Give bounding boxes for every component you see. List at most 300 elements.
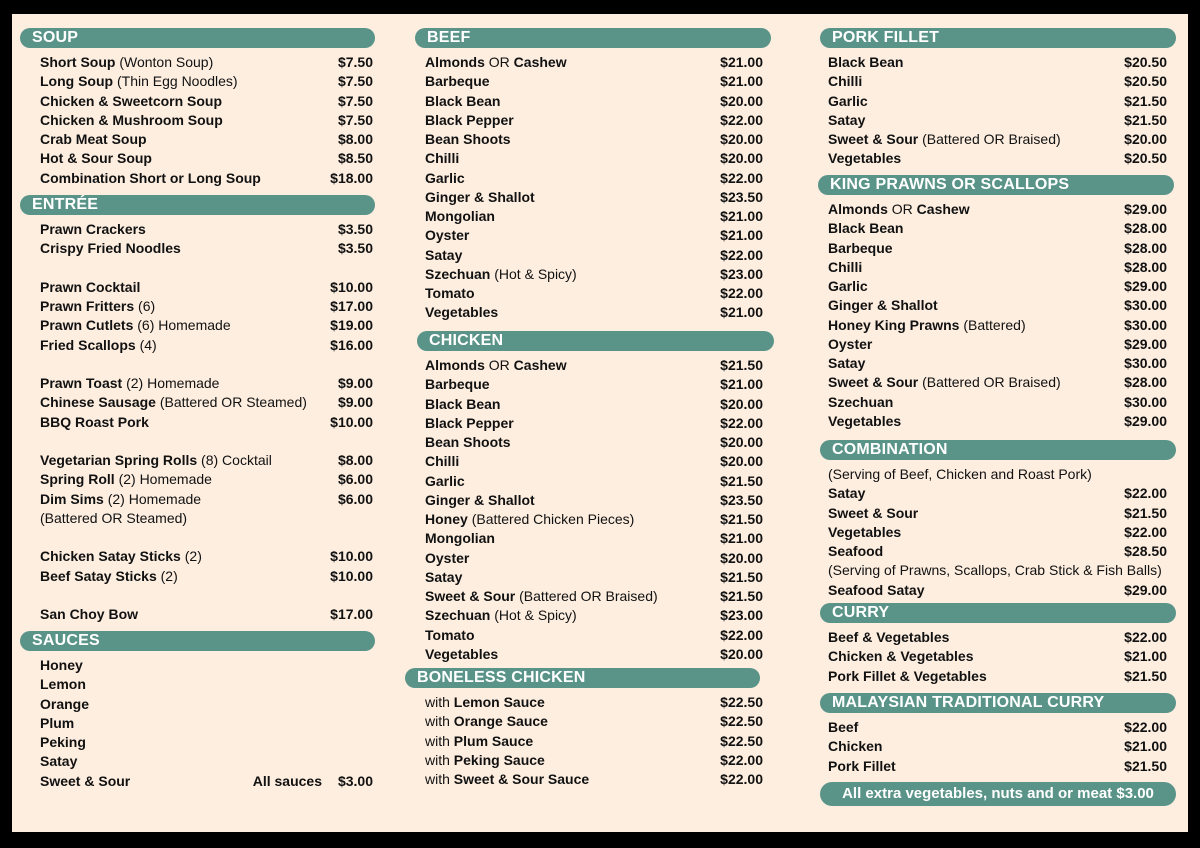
item-price: $20.00	[720, 453, 763, 470]
item-name: Bean Shoots	[425, 131, 511, 147]
item-price: $30.00	[1124, 355, 1167, 371]
menu-item	[40, 111, 223, 130]
section-header-malaysian-traditional-curry: MALAYSIAN TRADITIONAL CURRY	[820, 693, 1176, 713]
item-name: Satay	[828, 111, 866, 128]
menu-item	[40, 53, 213, 72]
item-name: Sweet & Sour	[828, 504, 919, 521]
item-price: $21.00	[720, 304, 763, 321]
menu-item	[40, 605, 138, 624]
menu-item	[425, 72, 490, 91]
item-price: $3.50	[337, 221, 373, 237]
menu-item	[828, 239, 893, 258]
item-name: Sweet & Sour	[425, 588, 516, 604]
item-name: Chilli	[425, 150, 460, 167]
item-name: Orange	[40, 695, 90, 712]
item-name: Seafood Satay	[828, 581, 925, 598]
item-price: $29.00	[1124, 335, 1167, 352]
item-name: Mongolian	[425, 530, 495, 547]
item-price: $21.50	[1124, 92, 1167, 109]
item-price: $19.00	[330, 317, 373, 334]
item-price: $20.00	[720, 131, 763, 147]
item-price: $20.00	[720, 434, 763, 450]
menu-item	[828, 504, 918, 523]
menu-item	[828, 523, 901, 542]
item-name: Honey	[40, 657, 83, 673]
item-price: $21.50	[1124, 504, 1167, 521]
item-description: (Battered Chicken Pieces)	[471, 511, 635, 527]
menu-item	[40, 278, 140, 297]
section-header-soup: SOUP	[20, 28, 375, 48]
item-name: Almonds	[425, 54, 485, 70]
menu-item	[40, 374, 219, 393]
menu-item	[40, 220, 146, 239]
item-price: $9.00	[337, 375, 373, 391]
item-price: $3.50	[337, 240, 373, 257]
item-prefix: with	[425, 771, 450, 787]
menu-item	[425, 92, 500, 111]
item-price: $20.00	[720, 549, 763, 566]
menu-item	[828, 757, 896, 776]
item-price: $23.00	[720, 607, 763, 624]
item-price: $21.50	[1124, 757, 1167, 774]
menu-item	[425, 510, 634, 529]
item-price: $28.00	[1124, 220, 1167, 237]
item-name: Prawn Fritters	[40, 298, 135, 314]
item-price: $21.50	[1124, 111, 1167, 128]
item-description: (4)	[139, 336, 157, 353]
menu-item	[425, 433, 511, 452]
menu-item	[828, 277, 868, 296]
item-name: Lemon Sauce	[453, 694, 545, 710]
item-price: $28.00	[1124, 239, 1167, 256]
sauces-price-label: All sauces	[252, 772, 322, 789]
item-name: Vegetables	[425, 645, 499, 662]
menu-item	[425, 452, 459, 471]
section-header-chicken: CHICKEN	[417, 331, 774, 351]
menu-item	[40, 336, 157, 355]
menu-item	[40, 393, 307, 412]
menu-item	[828, 412, 901, 431]
menu-item	[40, 92, 222, 111]
item-name: Szechuan	[425, 265, 491, 282]
item-name: Prawn Cocktail	[40, 278, 141, 295]
item-price: $10.00	[330, 567, 373, 584]
item-connector: OR	[891, 201, 913, 217]
menu-item	[425, 246, 462, 265]
item-price: $29.00	[1124, 278, 1167, 294]
menu-item	[425, 111, 514, 130]
item-name: Chilli	[828, 258, 863, 275]
item-price: $29.00	[1124, 201, 1167, 217]
item-description: (Hot & Spicy)	[494, 265, 577, 282]
item-name: Short Soup	[40, 54, 116, 70]
menu-item	[40, 547, 202, 566]
section-header-pork-fillet: PORK FILLET	[820, 28, 1176, 48]
item-price: $22.00	[720, 751, 763, 768]
item-name-alt: Cashew	[513, 357, 567, 373]
item-price: $21.50	[720, 472, 763, 489]
item-price: $22.00	[1124, 523, 1167, 540]
menu-item	[828, 737, 882, 756]
menu-item	[425, 568, 462, 587]
item-price: $10.00	[330, 548, 373, 565]
item-price: $21.00	[720, 530, 763, 547]
section-header-boneless-chicken: BONELESS CHICKEN	[405, 668, 760, 688]
item-name: Long Soup	[40, 73, 114, 90]
item-name: Barbeque	[828, 239, 893, 256]
menu-item	[828, 667, 987, 686]
item-name: Barbeque	[425, 376, 490, 393]
menu-item	[425, 375, 490, 394]
item-name: Black Bean	[425, 395, 501, 412]
menu-item	[828, 542, 883, 561]
item-price: $8.00	[337, 131, 373, 147]
menu-item	[425, 130, 511, 149]
menu-item	[828, 484, 865, 503]
item-name: Chicken & Mushroom Soup	[40, 111, 223, 128]
item-note: (Serving of Prawns, Scallops, Crab Stick & Fish Balls)	[828, 562, 1162, 579]
item-name: Ginger & Shallot	[425, 491, 535, 508]
item-name: Garlic	[425, 169, 465, 186]
item-description: (Hot & Spicy)	[494, 607, 577, 624]
item-price: $21.50	[720, 511, 763, 527]
menu-item	[425, 712, 548, 731]
item-description: (2)	[184, 548, 202, 565]
menu-item	[425, 226, 469, 245]
item-price: $9.00	[337, 394, 373, 411]
item-name: Prawn Toast	[40, 375, 123, 391]
item-name: Garlic	[828, 278, 868, 294]
menu-item	[425, 770, 589, 789]
menu-item	[425, 188, 535, 207]
menu-item	[425, 356, 567, 375]
item-name: Crispy Fried Noodles	[40, 240, 181, 257]
item-name: Garlic	[425, 472, 465, 489]
section-header-beef: BEEF	[415, 28, 771, 48]
item-price: $17.00	[330, 298, 373, 314]
menu-item	[40, 169, 261, 188]
menu-item	[40, 733, 86, 752]
item-name: Orange Sauce	[453, 713, 548, 730]
item-prefix: with	[425, 751, 450, 768]
item-note: (Serving of Beef, Chicken and Roast Pork)	[828, 466, 1092, 482]
item-name: Beef & Vegetables	[828, 629, 950, 645]
item-name: Beef	[828, 719, 859, 735]
item-connector: OR	[488, 357, 510, 373]
item-description: (Battered)	[963, 316, 1026, 333]
menu-item	[40, 695, 89, 714]
item-price: $21.00	[720, 227, 763, 244]
item-price: $21.00	[720, 208, 763, 224]
item-price: $22.00	[1124, 629, 1167, 645]
item-name: Chicken	[828, 738, 883, 755]
item-name: Satay	[40, 753, 78, 770]
item-price: $10.00	[330, 278, 373, 295]
menu-item	[828, 130, 1061, 149]
item-price: $23.00	[720, 265, 763, 282]
menu-item	[425, 395, 500, 414]
menu-item	[425, 53, 567, 72]
item-name-alt: Cashew	[513, 54, 567, 70]
item-name: Chicken Satay Sticks	[40, 548, 181, 565]
item-price: $21.50	[720, 568, 763, 585]
item-name: Satay	[425, 246, 463, 263]
item-description: (2) Homemade	[118, 471, 212, 488]
item-price: $28.00	[1124, 258, 1167, 275]
item-price: $7.50	[337, 54, 373, 70]
item-price: $28.50	[1124, 543, 1167, 559]
menu-item	[425, 587, 658, 606]
item-price: $21.00	[1124, 648, 1167, 665]
item-name: Fried Scallops	[40, 336, 136, 353]
item-price: $21.00	[720, 73, 763, 90]
item-name: Almonds	[828, 201, 888, 217]
item-price: $16.00	[330, 336, 373, 353]
menu-item	[828, 393, 893, 412]
menu-item	[828, 316, 1026, 335]
item-name: Oyster	[425, 227, 470, 244]
item-price: $22.00	[720, 626, 763, 643]
item-name-alt: Cashew	[916, 201, 970, 217]
menu-item	[425, 491, 535, 510]
item-name: Oyster	[828, 335, 873, 352]
item-price: $18.00	[330, 169, 373, 186]
item-name: Bean Shoots	[425, 434, 511, 450]
item-name: Vegetables	[828, 523, 902, 540]
item-price: $8.00	[337, 452, 373, 468]
item-name: Vegetables	[425, 304, 499, 321]
item-name: Pork Fillet & Vegetables	[828, 667, 987, 684]
item-price: $20.00	[720, 92, 763, 109]
item-description: (2) Homemade	[107, 490, 202, 507]
item-price: $22.00	[720, 285, 763, 301]
item-name: Satay	[828, 355, 866, 371]
menu-item	[828, 219, 903, 238]
item-name: Szechuan	[828, 393, 894, 410]
item-name: Combination Short or Long Soup	[40, 169, 261, 186]
item-name: BBQ Roast Pork	[40, 413, 149, 430]
item-name: Tomato	[425, 626, 475, 643]
item-price: $3.00	[337, 772, 373, 789]
menu-item	[828, 200, 970, 219]
menu-item	[425, 149, 459, 168]
item-name: Chilli	[425, 453, 460, 470]
section-header-sauces: SAUCES	[20, 631, 375, 651]
item-prefix: with	[425, 732, 450, 749]
item-price: $6.00	[337, 490, 373, 507]
menu-item	[425, 414, 514, 433]
item-name: San Choy Bow	[40, 606, 139, 622]
item-price: $29.00	[1124, 412, 1167, 429]
item-price: $28.00	[1124, 374, 1167, 391]
item-price: $21.00	[720, 54, 763, 70]
item-price: $22.50	[720, 732, 763, 749]
menu-item	[828, 354, 865, 373]
item-price: $22.00	[720, 169, 763, 186]
item-prefix: with	[425, 694, 450, 710]
item-name: Ginger & Shallot	[425, 188, 535, 205]
item-name: Peking	[40, 734, 86, 750]
item-name: Crab Meat Soup	[40, 131, 147, 147]
item-name: Dim Sims	[40, 490, 104, 507]
menu-item	[828, 72, 862, 91]
item-name: Chicken & Vegetables	[828, 648, 974, 665]
item-note: (Battered OR Steamed)	[40, 509, 188, 526]
item-name: Black Bean	[828, 54, 904, 70]
item-price: $7.50	[337, 73, 373, 90]
menu-item	[425, 169, 465, 188]
menu-item	[40, 72, 238, 91]
item-connector: OR	[488, 54, 510, 70]
item-description: (8) Cocktail	[201, 452, 272, 468]
item-name: Pork Fillet	[828, 757, 896, 774]
menu-item	[40, 656, 83, 675]
item-description: (Battered OR Braised)	[922, 374, 1061, 391]
item-description: (6)	[138, 298, 156, 314]
item-name: Vegetables	[828, 150, 902, 167]
item-price: $22.00	[720, 414, 763, 431]
menu-item	[425, 732, 533, 751]
item-price: $29.00	[1124, 581, 1167, 598]
menu-item	[828, 53, 903, 72]
menu-item	[828, 647, 974, 666]
item-description: (Battered OR Steamed)	[159, 394, 307, 411]
item-price: $10.00	[330, 413, 373, 430]
menu-item	[425, 606, 577, 625]
item-name: Vegetables	[828, 412, 902, 429]
menu-item	[40, 413, 149, 432]
item-name: Hot & Sour Soup	[40, 150, 152, 167]
item-name: Mongolian	[425, 208, 495, 224]
item-price: $30.00	[1124, 393, 1167, 410]
extras-footer-banner: All extra vegetables, nuts and or meat $3.00	[820, 782, 1176, 806]
item-price: $21.50	[1124, 667, 1167, 684]
item-description: (2) Homemade	[126, 375, 220, 391]
item-price: $7.50	[337, 111, 373, 128]
item-price: $23.50	[720, 188, 763, 205]
menu-item	[40, 675, 86, 694]
item-price: $17.00	[330, 606, 373, 622]
menu-item	[425, 265, 577, 284]
item-name: Almonds	[425, 357, 485, 373]
item-price: $23.50	[720, 491, 763, 508]
item-name: Ginger & Shallot	[828, 297, 938, 314]
menu-item	[40, 490, 201, 509]
menu-item	[40, 239, 181, 258]
menu-item	[828, 628, 949, 647]
item-price: $22.00	[720, 111, 763, 128]
menu-column-1	[20, 14, 375, 832]
menu-item	[40, 297, 155, 316]
item-price: $21.50	[720, 357, 763, 373]
item-price: $20.50	[1124, 73, 1167, 90]
item-name: Barbeque	[425, 73, 490, 90]
item-name: Chilli	[828, 73, 863, 90]
item-name: Satay	[828, 485, 866, 502]
item-description: (Battered OR Braised)	[519, 588, 658, 604]
menu-item	[425, 303, 498, 322]
menu-item	[828, 296, 938, 315]
item-description: (Battered OR Braised)	[922, 131, 1061, 147]
section-header-combination: COMBINATION	[820, 440, 1176, 460]
menu-item	[40, 149, 152, 168]
menu-item	[40, 451, 272, 470]
item-name: Honey	[425, 511, 468, 527]
item-name: Peking Sauce	[453, 751, 545, 768]
menu-item	[40, 470, 212, 489]
menu-column-2	[405, 14, 771, 832]
menu-item	[40, 567, 178, 586]
item-name: Szechuan	[425, 607, 491, 624]
item-price: $20.00	[1124, 131, 1167, 147]
menu-item	[425, 284, 475, 303]
item-price: $21.50	[720, 588, 763, 604]
item-name: Chicken & Sweetcorn Soup	[40, 92, 223, 109]
item-name: Honey King Prawns	[828, 316, 960, 333]
menu-item	[828, 149, 901, 168]
menu-item	[828, 111, 865, 130]
menu-item	[828, 92, 868, 111]
item-name: Black Pepper	[425, 414, 514, 431]
item-price: $22.50	[720, 694, 763, 710]
item-name: Sweet & Sour	[828, 374, 919, 391]
item-description: (Wonton Soup)	[119, 54, 214, 70]
section-header-entr-e: ENTRÉE	[20, 195, 375, 215]
menu-item	[425, 529, 495, 548]
item-price: $30.00	[1124, 297, 1167, 314]
item-name: Prawn Cutlets	[40, 317, 134, 334]
menu-item	[828, 258, 862, 277]
menu-page	[12, 14, 1188, 832]
item-price: $20.50	[1124, 54, 1167, 70]
section-header-king-prawns-or-scallops: KING PRAWNS OR SCALLOPS	[818, 175, 1174, 195]
item-name: Lemon	[40, 676, 86, 693]
menu-item	[425, 645, 498, 664]
item-price: $21.00	[720, 376, 763, 393]
item-name: Vegetarian Spring Rolls	[40, 452, 198, 468]
section-header-curry: CURRY	[820, 603, 1176, 623]
item-name: Seafood	[828, 543, 884, 559]
menu-item	[425, 207, 495, 226]
item-name: Black Pepper	[425, 111, 514, 128]
menu-item	[828, 335, 872, 354]
menu-item	[40, 714, 74, 733]
item-name: Spring Roll	[40, 471, 115, 488]
menu-item	[425, 751, 545, 770]
menu-item	[40, 130, 147, 149]
item-price: $20.00	[720, 645, 763, 662]
item-description: (6) Homemade	[137, 317, 231, 334]
item-name: Black Bean	[425, 92, 501, 109]
menu-item	[425, 626, 475, 645]
item-price: $22.00	[1124, 485, 1167, 502]
menu-item	[425, 549, 469, 568]
item-description: (2)	[160, 567, 178, 584]
item-price: $22.00	[720, 246, 763, 263]
item-name: Sweet & Sour	[40, 772, 131, 789]
menu-item	[40, 316, 231, 335]
item-name: Satay	[425, 568, 463, 585]
item-price: $22.00	[1124, 719, 1167, 735]
menu-item	[40, 772, 130, 791]
item-price: $20.50	[1124, 150, 1167, 167]
item-name: Plum Sauce	[453, 732, 534, 749]
item-name: Sweet & Sour Sauce	[453, 771, 590, 787]
item-name: Garlic	[828, 92, 868, 109]
item-name: Tomato	[425, 285, 475, 301]
item-name: Plum	[40, 714, 75, 731]
item-price: $30.00	[1124, 316, 1167, 333]
